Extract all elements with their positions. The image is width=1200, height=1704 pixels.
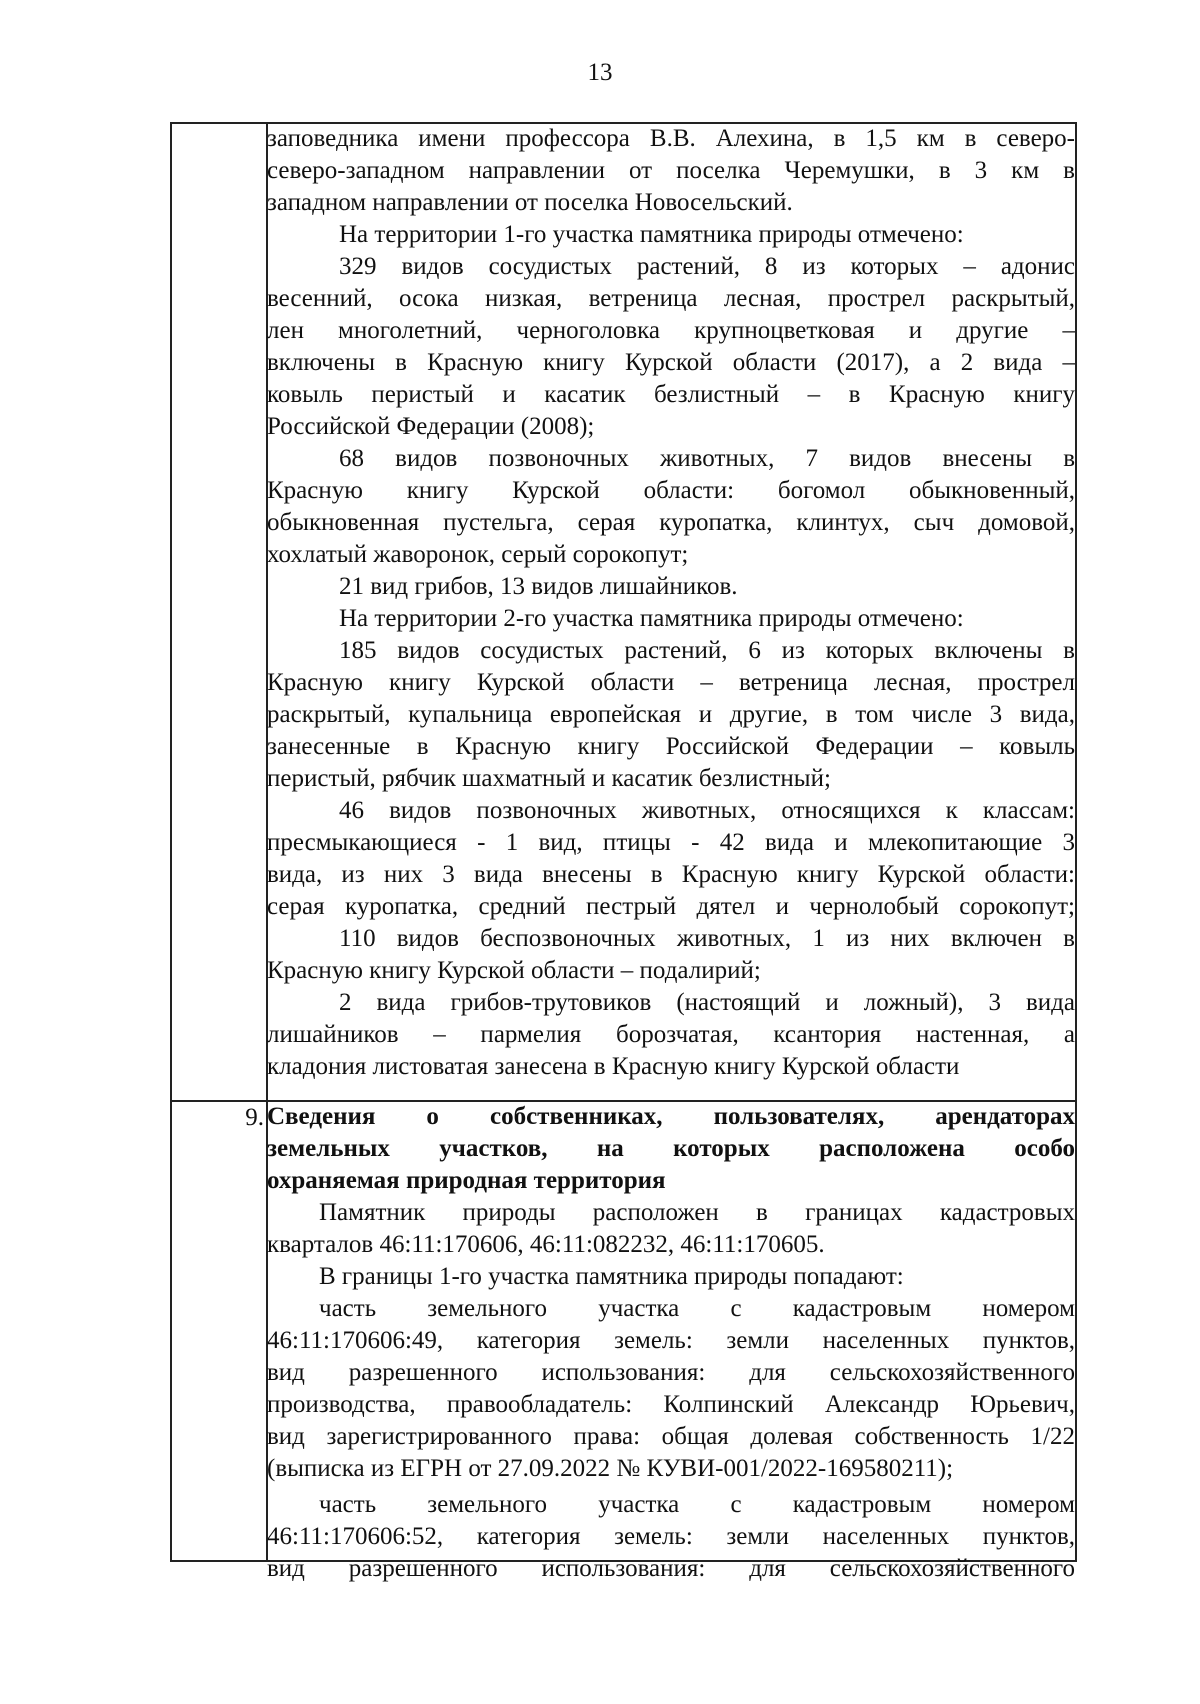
text-line: 2 вида грибов-трутовиков (настоящий и ложный), 3 вида	[339, 989, 1075, 1016]
text-line: 68 видов позвоночных животных, 7 видов внесены в	[339, 445, 1075, 472]
text-line: Красную книгу Курской области: богомол обыкновенный,	[267, 477, 1075, 504]
text-line: обыкновенная пустельга, серая куропатка, клинтух, сыч домовой,	[267, 509, 1075, 536]
text-line: включены в Красную книгу Курской области (2017), а 2 вида –	[267, 349, 1075, 376]
text-line: Памятник природы расположен в границах кадастровых	[319, 1199, 1075, 1226]
text-line: 329 видов сосудистых растений, 8 из которых – адонис	[339, 253, 1075, 280]
text-line: северо-западном направлении от поселка Черемушки, в 3 км в	[267, 157, 1075, 184]
text-line: На территории 2-го участка памятника природы отмечено:	[339, 605, 964, 632]
text-line: Красную книгу Курской области – ветреница лесная, прострел	[267, 669, 1075, 696]
text-line: 46:11:170606:49, категория земель: земли населенных пунктов,	[267, 1327, 1075, 1354]
text-line: серая куропатка, средний пестрый дятел и чернолобый сорокопут;	[267, 893, 1075, 920]
text-line: (выписка из ЕГРН от 27.09.2022 № КУВИ-001/2022-169580211);	[267, 1455, 954, 1482]
text-line: лишайников – пармелия борозчатая, ксантория настенная, а	[267, 1021, 1075, 1048]
text-line: пресмыкающиеся - 1 вид, птицы - 42 вида и млекопитающие 3	[267, 829, 1075, 856]
section-heading-line: охраняемая природная территория	[267, 1167, 666, 1194]
top-cell-text	[267, 123, 1075, 1083]
text-line: 46 видов позвоночных животных, относящихся к классам:	[339, 797, 1075, 824]
section-heading-line: Сведения о собственниках, пользователях, арендаторах	[267, 1103, 1075, 1130]
text-line: В границы 1-го участка памятника природы попадают:	[319, 1263, 904, 1290]
text-line: производства, правообладатель: Колпинский Александр Юрьевич,	[267, 1391, 1075, 1418]
text-line: западном направлении от поселка Новосельский.	[267, 189, 793, 216]
row-9-cell-text	[267, 1101, 1075, 1585]
text-line: занесенные в Красную книгу Российской Федерации – ковыль	[267, 733, 1075, 760]
text-line: весенний, осока низкая, ветреница лесная, прострел раскрытый,	[267, 285, 1075, 312]
text-line: вид зарегистрированного права: общая долевая собственность 1/22	[267, 1423, 1075, 1450]
text-line: вида, из них 3 вида внесены в Красную книгу Курской области:	[267, 861, 1075, 888]
text-line: 185 видов сосудистых растений, 6 из которых включены в	[339, 637, 1075, 664]
text-line: заповедника имени профессора В.В. Алехина, в 1,5 км в северо-	[267, 125, 1075, 152]
section-heading-line: земельных участков, на которых расположена особо	[267, 1135, 1075, 1162]
text-line: Российской Федерации (2008);	[267, 413, 595, 440]
text-line: лен многолетний, черноголовка крупноцветковая и другие –	[267, 317, 1075, 344]
text-line: вид разрешенного использования: для сельскохозяйственного	[267, 1359, 1075, 1386]
text-line: 46:11:170606:52, категория земель: земли населенных пунктов,	[267, 1523, 1075, 1550]
text-line: раскрытый, купальница европейская и другие, в том числе 3 вида,	[267, 701, 1075, 728]
text-line: Красную книгу Курской области – подалирий;	[267, 957, 761, 984]
text-line: 21 вид грибов, 13 видов лишайников.	[339, 573, 738, 600]
text-line: хохлатый жаворонок, серый сорокопут;	[267, 541, 689, 568]
text-line: ковыль перистый и касатик безлистный – в Красную книгу	[267, 381, 1075, 408]
text-line: часть земельного участка с кадастровым номером	[319, 1295, 1075, 1322]
text-line: На территории 1-го участка памятника природы отмечено:	[339, 221, 964, 248]
text-line: вид разрешенного использования: для сельскохозяйственного	[267, 1555, 1075, 1582]
text-line: кладония листоватая занесена в Красную книгу Курской области	[267, 1053, 960, 1080]
text-line: кварталов 46:11:170606, 46:11:082232, 46:11:170605.	[267, 1231, 825, 1258]
page-number: 13	[587, 59, 613, 86]
row-number: 9.	[245, 1104, 264, 1131]
text-line: часть земельного участка с кадастровым номером	[319, 1491, 1075, 1518]
text-line: 110 видов беспозвоночных животных, 1 из них включен в	[339, 925, 1075, 952]
text-line: перистый, рябчик шахматный и касатик безлистный;	[267, 765, 831, 792]
